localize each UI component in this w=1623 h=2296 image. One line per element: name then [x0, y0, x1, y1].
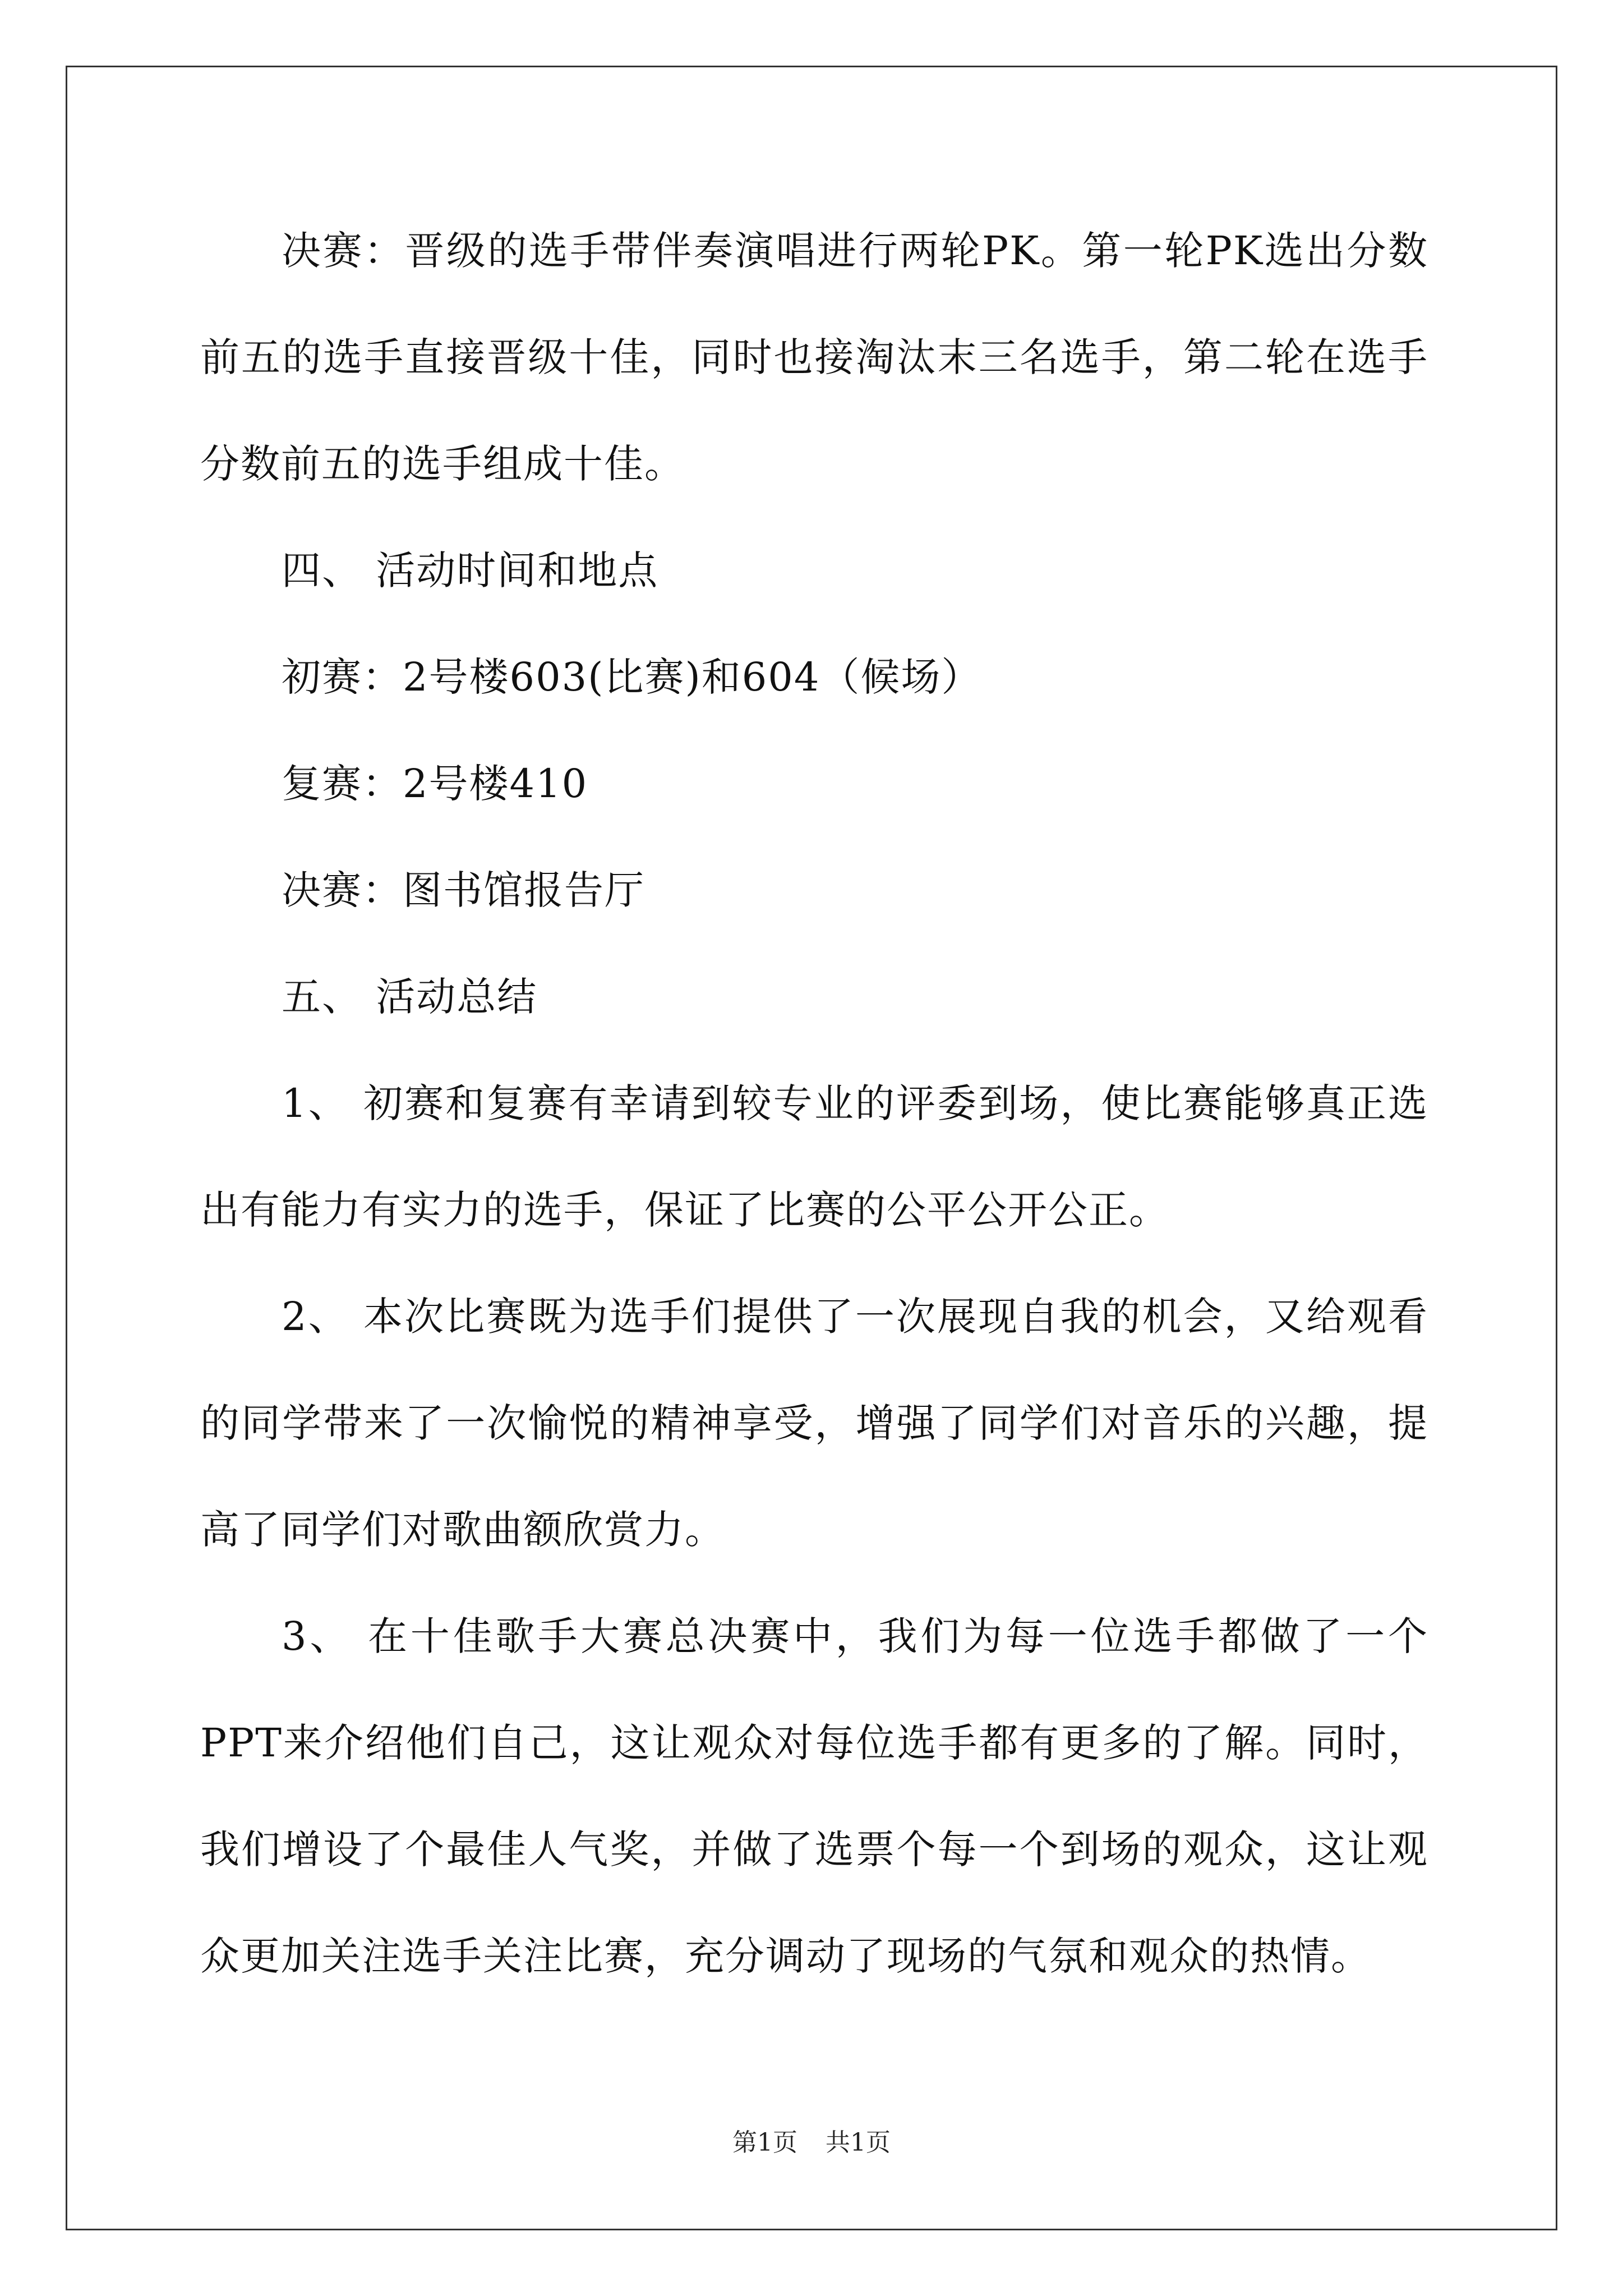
section-heading: 五、 活动总结	[282, 974, 538, 1020]
paragraph-line: 前五的选手直接晋级十佳，同时也接淘汰末三名选手，第二轮在选手	[200, 334, 1428, 380]
paragraph-line: 初赛：2号楼603(比赛)和604（候场）	[282, 654, 982, 700]
paragraph-line: 分数前五的选手组成十佳。	[200, 441, 685, 487]
paragraph-line: 3、 在十佳歌手大赛总决赛中，我们为每一位选手都做了一个	[282, 1613, 1428, 1659]
paragraph-line: 决赛：图书馆报告厅	[282, 867, 645, 913]
paragraph-line: 2、 本次比赛既为选手们提供了一次展现自我的机会，又给观看	[282, 1294, 1428, 1340]
paragraph-line: 出有能力有实力的选手，保证了比赛的公平公开公正。	[200, 1187, 1169, 1233]
page-footer	[0, 2126, 1623, 2160]
page-border	[66, 66, 1557, 2230]
paragraph-line: PPT来介绍他们自己，这让观众对每位选手都有更多的了解。同时，	[200, 1720, 1428, 1766]
page-total: 共1页	[826, 2128, 891, 2157]
page-number: 第1页	[732, 2128, 797, 2157]
paragraph-line: 高了同学们对歌曲额欣赏力。	[200, 1507, 725, 1553]
paragraph-line: 1、 初赛和复赛有幸请到较专业的评委到场，使比赛能够真正选	[282, 1080, 1428, 1126]
paragraph-line: 我们增设了个最佳人气奖，并做了选票个每一个到场的观众，这让观	[200, 1826, 1428, 1872]
paragraph-line: 复赛：2号楼410	[282, 761, 588, 807]
paragraph-line: 众更加关注选手关注比赛，充分调动了现场的气氛和观众的热情。	[200, 1933, 1371, 1979]
section-heading: 四、 活动时间和地点	[282, 547, 659, 593]
paragraph-line: 决赛：晋级的选手带伴奏演唱进行两轮PK。第一轮PK选出分数	[282, 228, 1428, 274]
paragraph-line: 的同学带来了一次愉悦的精神享受，增强了同学们对音乐的兴趣，提	[200, 1400, 1428, 1446]
